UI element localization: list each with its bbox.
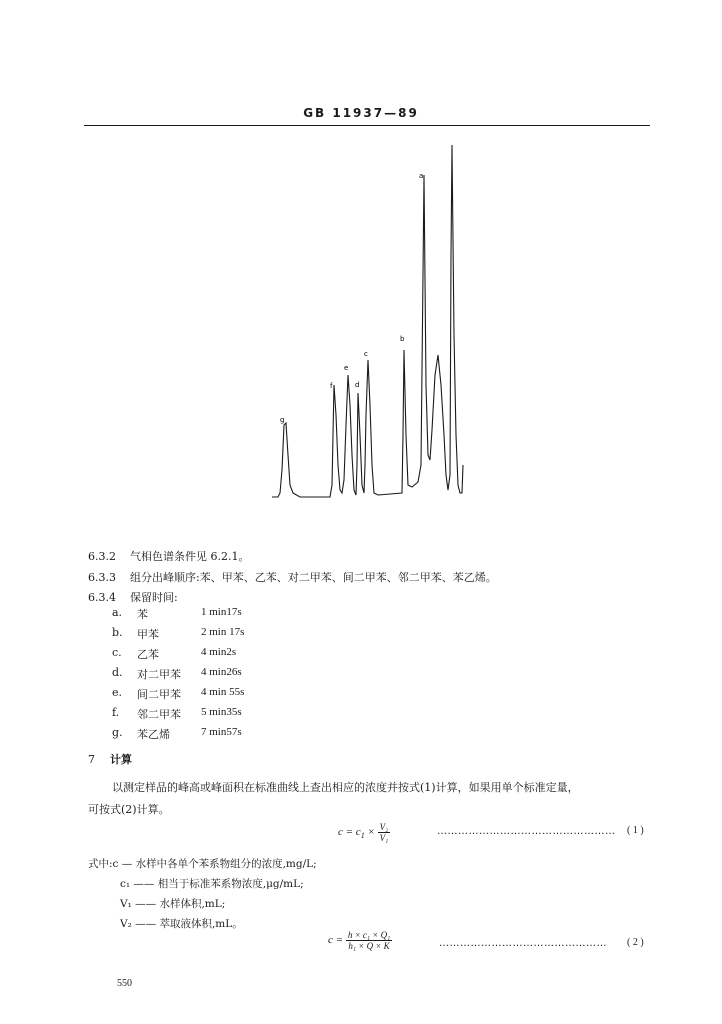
formula-1: [338, 822, 390, 843]
retention-row-c: [112, 646, 412, 662]
fraction-numerator: h × c₁ × Q₁: [347, 930, 391, 940]
retention-row-f: [112, 706, 412, 722]
compound-name: 间二甲苯: [137, 688, 181, 701]
retention-time: 2 min 17s: [201, 626, 245, 638]
retention-time: 4 min26s: [201, 666, 242, 678]
fraction-denominator: h₁ × Q × K: [348, 941, 390, 951]
header-rule: [84, 125, 650, 126]
peak-label-b: b: [400, 335, 405, 343]
definition-v1: V₁ —— 水样体积,mL;: [120, 898, 226, 910]
formula-2-leader: …………………………………………: [439, 938, 607, 949]
retention-row-b: [112, 626, 412, 642]
standard-code: GB 11937—89: [303, 106, 419, 120]
calc-paragraph-line1: 以测定样品的峰高或峰面积在标准曲线上查出相应的浓度并按式(1)计算，如果用单个标准定量，: [112, 781, 579, 794]
retention-list: [112, 606, 412, 746]
section-6-3-3: [88, 569, 497, 585]
compound-name: 苯乙烯: [137, 728, 170, 741]
formula-fraction: [378, 822, 391, 843]
page-header: [0, 106, 722, 120]
retention-key: c.: [112, 646, 122, 659]
section-number: 6.3.3: [88, 571, 116, 584]
formula-times: ×: [364, 826, 378, 839]
formula-2: [328, 930, 392, 951]
definition-c1: c₁ —— 相当于标准苯系物浓度,μg/mL;: [120, 878, 304, 890]
section-number: 7: [88, 753, 95, 766]
formula-fraction: [346, 930, 392, 951]
formula-2-number: ( 2 ): [627, 937, 644, 948]
section-title: 计算: [110, 753, 132, 766]
fraction-numerator: V₂: [379, 822, 389, 832]
compound-name: 乙苯: [137, 648, 159, 661]
retention-time: 7 min57s: [201, 726, 242, 738]
retention-row-d: [112, 666, 412, 682]
chromatogram-figure: [260, 135, 480, 507]
compound-name: 甲苯: [137, 628, 159, 641]
peak-label-d: d: [355, 381, 360, 389]
fraction-denominator: V₁: [379, 833, 389, 843]
section-text: 气相色谱条件见 6.2.1。: [130, 550, 250, 563]
peak-label-a: a: [419, 172, 424, 180]
retention-time: 4 min2s: [201, 646, 237, 658]
formula-1-leader: ……………………………………………: [437, 826, 616, 837]
section-6-3-4: [88, 589, 178, 605]
page-number: 550: [117, 978, 132, 989]
retention-time: 1 min17s: [201, 606, 242, 618]
retention-key: a.: [112, 606, 123, 619]
compound-name: 苯: [137, 608, 148, 621]
section-text: 保留时间:: [130, 591, 178, 604]
retention-time: 5 min35s: [201, 706, 242, 718]
peak-label-f: f: [330, 382, 333, 390]
retention-key: b.: [112, 626, 123, 639]
retention-key: g.: [112, 726, 123, 739]
retention-key: e.: [112, 686, 123, 699]
retention-key: f.: [112, 706, 120, 719]
section-6-3-2: [88, 548, 250, 564]
formula-subscript: 1: [360, 831, 365, 841]
formula-lhs: c = c: [338, 826, 361, 839]
peak-label-e: e: [344, 364, 349, 372]
retention-row-e: [112, 686, 412, 702]
chromatogram-trace: [272, 145, 463, 497]
retention-time: 4 min 55s: [201, 686, 245, 698]
calc-paragraph-line2: 可按式(2)计算。: [88, 803, 170, 816]
retention-row-g: [112, 726, 412, 742]
formula-1-number: ( 1 ): [627, 825, 644, 836]
peak-label-c: c: [364, 350, 368, 358]
section-number: 6.3.4: [88, 591, 116, 604]
formula-lhs: c =: [328, 934, 344, 947]
definition-c: 式中:c — 水样中各单个苯系物组分的浓度,mg/L;: [88, 858, 317, 870]
peak-label-g: g: [280, 416, 285, 424]
section-number: 6.3.2: [88, 550, 116, 563]
section-text: 组分出峰顺序:苯、甲苯、乙苯、对二甲苯、间二甲苯、邻二甲苯、苯乙烯。: [130, 571, 497, 584]
compound-name: 邻二甲苯: [137, 708, 181, 721]
retention-row-a: [112, 606, 412, 622]
compound-name: 对二甲苯: [137, 668, 181, 681]
definition-v2: V₂ —— 萃取液体积,mL。: [120, 918, 243, 930]
section-7-heading: [88, 751, 132, 767]
retention-key: d.: [112, 666, 123, 679]
